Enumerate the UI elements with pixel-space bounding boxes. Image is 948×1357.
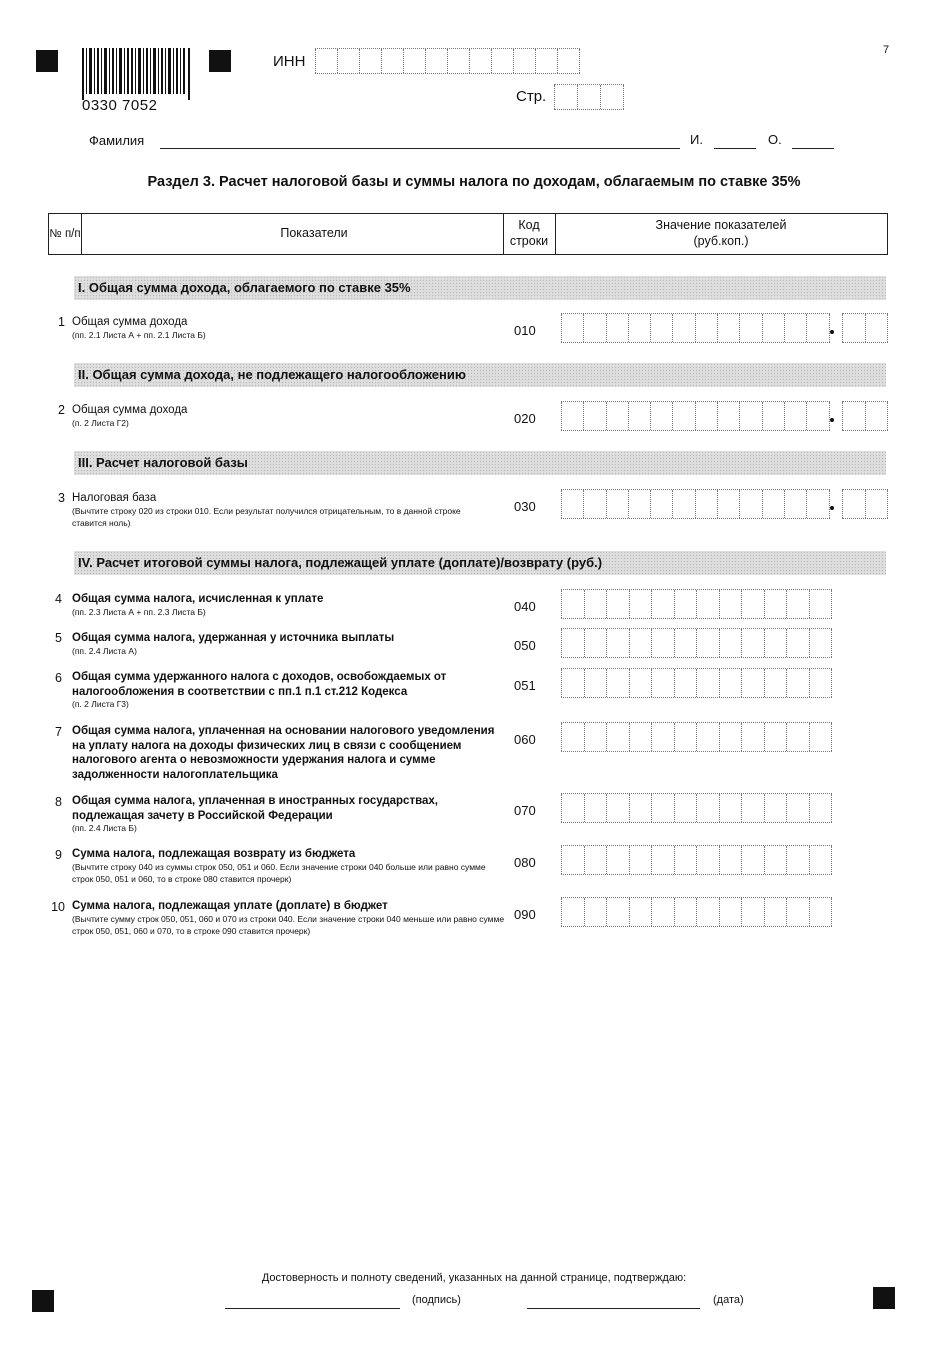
confirmation-text: Достоверность и полноту сведений, указанных на данной странице, подтверждаю: bbox=[261, 1272, 687, 1284]
row-label bbox=[72, 315, 492, 342]
header-num: № п/п bbox=[49, 227, 81, 240]
row-label bbox=[72, 403, 492, 430]
header-indicators: Показатели bbox=[280, 226, 348, 241]
row-number: 7 bbox=[55, 725, 62, 739]
corner-marker-top-left bbox=[36, 50, 58, 72]
row-label bbox=[72, 899, 507, 938]
value-field-010-kop[interactable] bbox=[842, 313, 888, 343]
row-title: Общая сумма налога, исчисленная к уплате bbox=[72, 593, 324, 605]
page-label: Стр. bbox=[516, 88, 547, 105]
decimal-point bbox=[830, 330, 834, 334]
section-band-2 bbox=[74, 363, 886, 387]
section-heading: II. Общая сумма дохода, не подлежащего налогообложению bbox=[78, 367, 466, 382]
row-title: Общая сумма дохода bbox=[72, 404, 188, 416]
initial-i-label: И. bbox=[690, 132, 703, 147]
section-band-3 bbox=[74, 451, 886, 475]
value-field-010-rub[interactable] bbox=[561, 313, 830, 343]
date-field[interactable] bbox=[527, 1308, 700, 1309]
date-label: (дата) bbox=[713, 1294, 744, 1306]
surname-label: Фамилия bbox=[89, 133, 145, 148]
row-title: Общая сумма налога, удержанная у источника выплаты bbox=[72, 632, 395, 644]
initial-i-field[interactable] bbox=[714, 148, 756, 149]
surname-field[interactable] bbox=[160, 148, 680, 149]
row-code: 060 bbox=[514, 732, 536, 747]
section-title: Раздел 3. Расчет налоговой базы и суммы налога по доходам, облагаемым по ставке 35% bbox=[147, 174, 801, 190]
row-code: 030 bbox=[514, 499, 536, 514]
row-number: 8 bbox=[55, 795, 62, 809]
barcode-image bbox=[82, 48, 190, 100]
value-field-050[interactable] bbox=[561, 628, 832, 658]
row-code: 051 bbox=[514, 678, 536, 693]
value-field-020-kop[interactable] bbox=[842, 401, 888, 431]
corner-marker-bottom-left bbox=[32, 1290, 54, 1312]
section-heading: IV. Расчет итоговой суммы налога, подлежащей уплате (доплате)/возврату (руб.) bbox=[78, 555, 603, 570]
row-label bbox=[72, 847, 492, 886]
inn-field[interactable] bbox=[315, 48, 580, 74]
table-header bbox=[48, 213, 888, 255]
initial-o-label: О. bbox=[768, 132, 782, 147]
page-corner-number: 7 bbox=[883, 44, 890, 56]
row-number: 3 bbox=[58, 491, 65, 505]
section-band-1 bbox=[74, 276, 886, 300]
row-label bbox=[72, 592, 502, 619]
row-note: (пп. 2.4 Листа А) bbox=[72, 645, 137, 656]
row-note: (Вычтите сумму строк 050, 051, 060 и 070 из строки 040. Если значение строки 040 меньше или равно сумме строк 050, 051, 060 и 070, то в строке 090 ставится прочерк) bbox=[72, 913, 505, 936]
row-title: Сумма налога, подлежащая возврату из бюджета bbox=[72, 848, 356, 860]
row-code: 010 bbox=[514, 323, 536, 338]
section-band-4 bbox=[74, 551, 886, 575]
value-field-080[interactable] bbox=[561, 845, 832, 875]
row-code: 040 bbox=[514, 599, 536, 614]
value-field-090[interactable] bbox=[561, 897, 832, 927]
value-field-070[interactable] bbox=[561, 793, 832, 823]
row-title: Общая сумма налога, уплаченная на основании налогового уведомления на уплату налога на доходы физических лиц в связи с сообщением налогового агента о невозможности удержания налога и сумме задолженности налогоплательщика bbox=[72, 725, 495, 782]
header-code: Код строки bbox=[509, 218, 549, 248]
value-field-020-rub[interactable] bbox=[561, 401, 830, 431]
inn-label: ИНН bbox=[273, 53, 306, 70]
row-number: 1 bbox=[58, 315, 65, 329]
row-code: 090 bbox=[514, 907, 536, 922]
row-number: 2 bbox=[58, 403, 65, 417]
row-code: 050 bbox=[514, 638, 536, 653]
section-heading: I. Общая сумма дохода, облагаемого по ставке 35% bbox=[78, 280, 411, 295]
row-label bbox=[72, 670, 492, 711]
signature-field[interactable] bbox=[225, 1308, 400, 1309]
row-code: 020 bbox=[514, 411, 536, 426]
value-field-060[interactable] bbox=[561, 722, 832, 752]
row-label bbox=[72, 491, 497, 530]
row-label bbox=[72, 794, 492, 835]
row-note: (пп. 2.1 Листа А + пп. 2.1 Листа Б) bbox=[72, 329, 206, 340]
row-title: Налоговая база bbox=[72, 492, 157, 504]
value-field-040[interactable] bbox=[561, 589, 832, 619]
section-heading: III. Расчет налоговой базы bbox=[78, 455, 248, 470]
row-label bbox=[72, 724, 497, 783]
header-value: Значение показателей (руб.коп.) bbox=[655, 218, 787, 248]
row-number: 9 bbox=[55, 848, 62, 862]
value-field-030-rub[interactable] bbox=[561, 489, 830, 519]
row-title: Общая сумма дохода bbox=[72, 316, 188, 328]
corner-marker-bottom-right bbox=[873, 1287, 895, 1309]
page-field[interactable] bbox=[554, 84, 624, 110]
corner-marker-top-mid bbox=[209, 50, 231, 72]
row-title: Общая сумма удержанного налога с доходов, освобождаемых от налогообложения в соответствии с пп.1 п.1 ст.212 Кодекса bbox=[72, 671, 447, 698]
signature-label: (подпись) bbox=[412, 1294, 461, 1306]
row-note: (п. 2 Листа Г2) bbox=[72, 417, 129, 428]
row-title: Сумма налога, подлежащая уплате (доплате) в бюджет bbox=[72, 900, 388, 912]
row-code: 080 bbox=[514, 855, 536, 870]
row-note: (Вычтите строку 040 из суммы строк 050, 051 и 060. Если значение строки 040 больше или равно сумме строк 050, 051 и 060, то в строке 080 ставится прочерк) bbox=[72, 861, 486, 884]
row-note: (пп. 2.4 Листа Б) bbox=[72, 823, 137, 834]
row-number: 4 bbox=[55, 592, 62, 606]
decimal-point bbox=[830, 506, 834, 510]
row-number: 10 bbox=[51, 900, 65, 914]
row-note: (Вычтите строку 020 из строки 010. Если результат получился отрицательным, то в данной строке ставится ноль) bbox=[72, 505, 461, 528]
decimal-point bbox=[830, 418, 834, 422]
row-note: (пп. 2.3 Листа А + пп. 2.3 Листа Б) bbox=[72, 606, 206, 617]
barcode-number: 0330 7052 bbox=[82, 97, 158, 114]
value-field-030-kop[interactable] bbox=[842, 489, 888, 519]
row-code: 070 bbox=[514, 803, 536, 818]
row-number: 6 bbox=[55, 671, 62, 685]
initial-o-field[interactable] bbox=[792, 148, 834, 149]
row-number: 5 bbox=[55, 631, 62, 645]
value-field-051[interactable] bbox=[561, 668, 832, 698]
row-note: (п. 2 Листа Г3) bbox=[72, 699, 129, 710]
row-title: Общая сумма налога, уплаченная в иностранных государствах, подлежащая зачету в Российской Федерации bbox=[72, 795, 438, 822]
row-label bbox=[72, 631, 502, 658]
